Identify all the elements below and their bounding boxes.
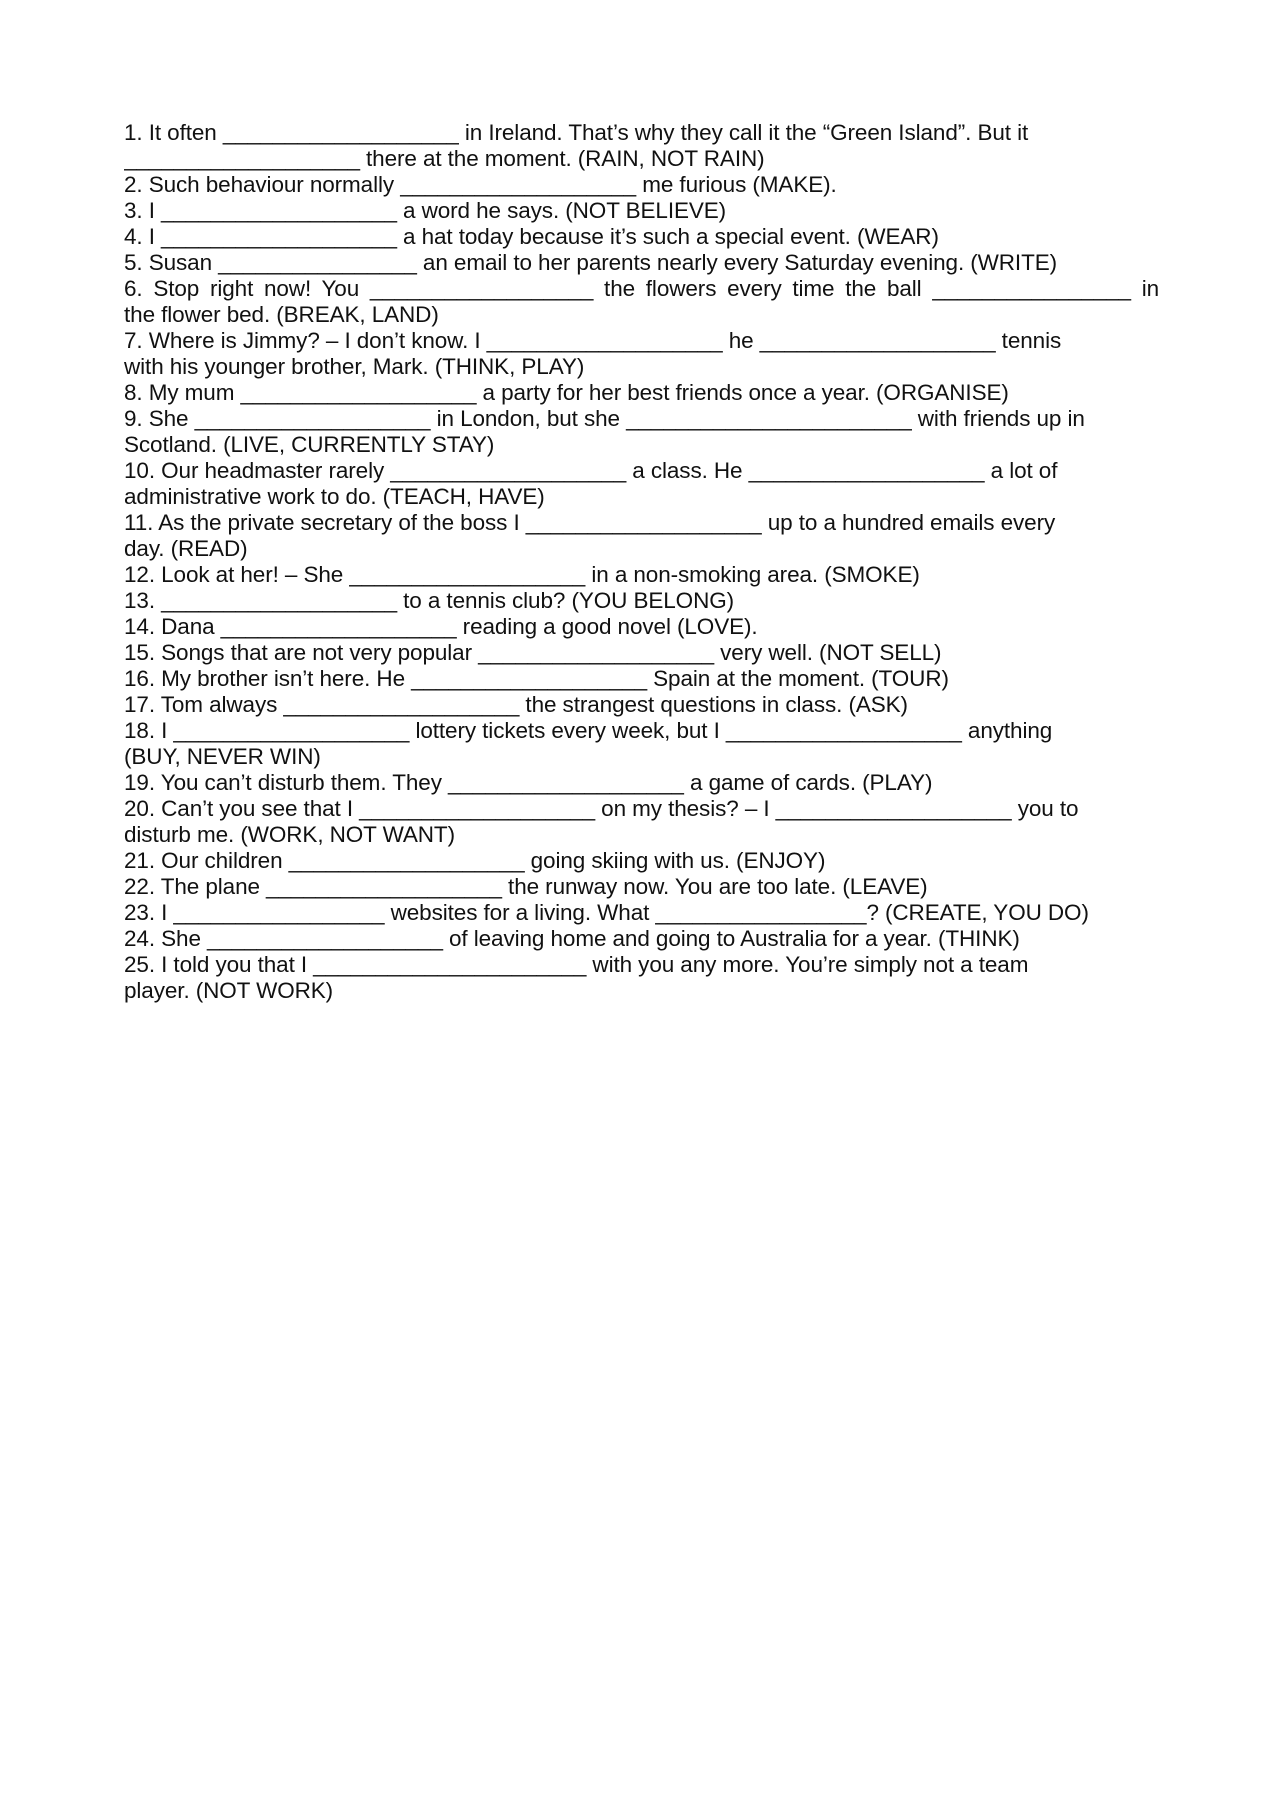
exercise-7-line-a: 7. Where is Jimmy? – I don’t know. I ___________________ he ___________________ tennis (124, 328, 1062, 353)
exercise-4: 4. I ___________________ a hat today because it’s such a special event. (WEAR) (124, 224, 939, 249)
exercise-7-line-b: with his younger brother, Mark. (THINK, PLAY) (124, 354, 585, 379)
exercise-6-line-a: 6. Stop right now! You __________________ the flowers every time the ball ________________ in (124, 276, 1159, 301)
exercise-13: 13. ___________________ to a tennis club? (YOU BELONG) (124, 588, 735, 613)
exercise-15: 15. Songs that are not very popular ___________________ very well. (NOT SELL) (124, 640, 942, 665)
exercise-19: 19. You can’t disturb them. They ___________________ a game of cards. (PLAY) (124, 770, 933, 795)
exercise-18-line-a: 18. I ___________________ lottery tickets every week, but I ___________________ anything (124, 718, 1053, 743)
exercise-11-line-a: 11. As the private secretary of the boss I ___________________ up to a hundred emails every (124, 510, 1056, 535)
exercise-21: 21. Our children ___________________ going skiing with us. (ENJOY) (124, 848, 826, 873)
exercise-20-line-a: 20. Can’t you see that I ___________________ on my thesis? – I ___________________ you to (124, 796, 1079, 821)
exercise-2: 2. Such behaviour normally ___________________ me furious (MAKE). (124, 172, 837, 197)
exercise-list (124, 120, 1159, 1004)
exercise-20-line-b: disturb me. (WORK, NOT WANT) (124, 822, 455, 847)
exercise-9-line-a: 9. She ___________________ in London, but she _______________________ with friends up in (124, 406, 1085, 431)
exercise-6-line-b: the flower bed. (BREAK, LAND) (124, 302, 439, 327)
exercise-17: 17. Tom always ___________________ the strangest questions in class. (ASK) (124, 692, 908, 717)
exercise-22: 22. The plane ___________________ the runway now. You are too late. (LEAVE) (124, 874, 928, 899)
exercise-18-line-b: (BUY, NEVER WIN) (124, 744, 321, 769)
exercise-24: 24. She ___________________ of leaving home and going to Australia for a year. (THINK) (124, 926, 1020, 951)
exercise-8: 8. My mum ___________________ a party for her best friends once a year. (ORGANISE) (124, 380, 1009, 405)
exercise-3: 3. I ___________________ a word he says. (NOT BELIEVE) (124, 198, 727, 223)
exercise-10-line-b: administrative work to do. (TEACH, HAVE) (124, 484, 545, 509)
exercise-23: 23. I _________________ websites for a living. What _________________? (CREATE, YOU DO) (124, 900, 1089, 925)
exercise-1-line-a: 1. It often ___________________ in Ireland. That’s why they call it the “Green Island”. But it (124, 120, 1029, 145)
exercise-25-line-a: 25. I told you that I ______________________ with you any more. You’re simply not a team (124, 952, 1029, 977)
exercise-25-line-b: player. (NOT WORK) (124, 978, 334, 1003)
exercise-10-line-a: 10. Our headmaster rarely ___________________ a class. He ___________________ a lot of (124, 458, 1058, 483)
exercise-9-line-b: Scotland. (LIVE, CURRENTLY STAY) (124, 432, 495, 457)
exercise-12: 12. Look at her! – She ___________________ in a non-smoking area. (SMOKE) (124, 562, 920, 587)
exercise-5: 5. Susan ________________ an email to her parents nearly every Saturday evening. (WRITE) (124, 250, 1058, 275)
exercise-11-line-b: day. (READ) (124, 536, 248, 561)
exercise-14: 14. Dana ___________________ reading a good novel (LOVE). (124, 614, 758, 639)
exercise-1-line-b: ___________________ there at the moment. (RAIN, NOT RAIN) (124, 146, 765, 171)
exercise-16: 16. My brother isn’t here. He ___________________ Spain at the moment. (TOUR) (124, 666, 949, 691)
